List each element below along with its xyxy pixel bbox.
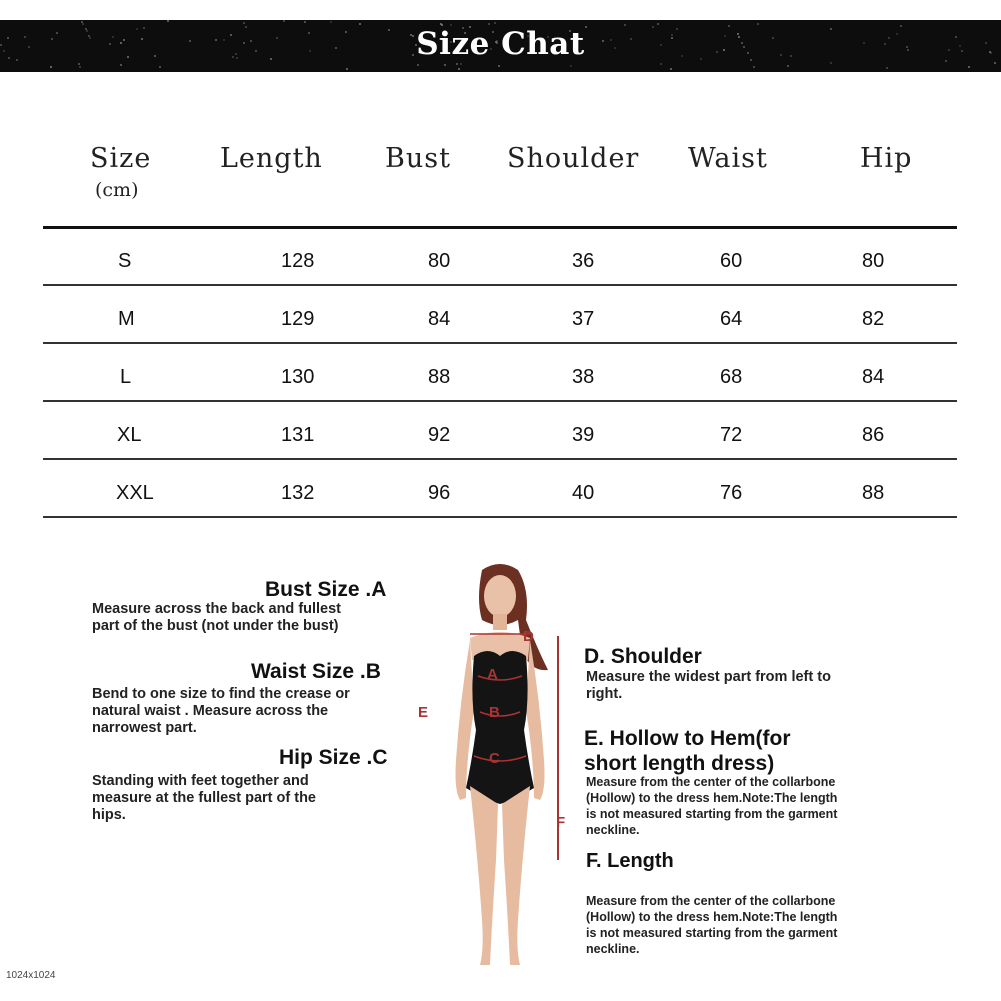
row-divider [43,284,957,286]
label-a: A [487,666,498,683]
hollow-to-hem-text: Measure from the center of the collarbone (Hollow) to the dress hem.Note:The length is not measured starting from the garment neckline. [586,775,838,837]
banner-speck [50,66,52,68]
cell-size: XL [117,424,142,446]
banner-speck [757,23,759,25]
cell-size: M [118,308,135,330]
banner-speck [660,63,662,65]
cell-size: XXL [116,482,154,504]
cell-hip: 86 [862,424,885,446]
banner-speck [830,62,832,64]
banner-speck [417,64,419,66]
banner-speck [79,66,81,68]
length-text: Measure from the center of the collarbone (Hollow) to the dress hem.Note:The length is not measured starting from the garment neckline. [586,894,838,956]
banner-speck [167,20,169,22]
banner-speck [787,65,789,67]
banner-speck [460,63,462,65]
banner-speck [968,66,970,68]
banner-speck [444,64,446,66]
cell-hip: 80 [862,250,885,272]
banner-speck [243,22,245,24]
banner-speck [498,65,500,67]
shoulder-title: D. Shoulder [584,645,702,668]
banner-speck [456,63,458,65]
banner-speck [159,66,161,68]
hollow-to-hem-title: E. Hollow to Hem(for short length dress) [584,727,791,775]
waist-size-text: Bend to one size to find the crease or natural waist . Measure across the narrowest part. [92,686,350,736]
banner-speck [994,62,996,64]
banner-speck [657,23,659,25]
banner-speck [346,68,348,70]
label-c: C [489,750,500,767]
cell-hip: 88 [862,482,885,504]
cell-waist: 72 [720,424,743,446]
cell-waist: 68 [720,366,743,388]
label-e: E [418,704,429,721]
cell-bust: 92 [428,424,451,446]
row-divider [43,400,957,402]
header-hip: Hip [860,143,913,174]
banner-speck [304,21,306,23]
cell-waist: 76 [720,482,743,504]
banner-speck [330,21,332,23]
cell-size: L [120,366,132,388]
row-divider [43,342,957,344]
cell-length: 132 [281,482,315,504]
banner-speck [458,68,460,70]
banner-speck [78,63,80,65]
row-divider [43,516,957,518]
cell-shoulder: 36 [572,250,595,272]
banner-title: Size Chat [416,26,585,62]
bust-size-text: Measure across the back and fullest part of the bust (not under the bust) [92,601,342,634]
header-unit: (cm) [95,179,139,201]
banner-speck [359,23,361,25]
hip-size-text: Standing with feet together and measure at the fullest part of the hips. [92,773,316,823]
header-bust: Bust [385,143,451,174]
label-b: B [489,704,500,721]
banner-speck [283,20,285,22]
shoulder-text: Measure the widest part from left to right. [586,669,831,702]
cell-shoulder: 37 [572,308,595,330]
row-divider [43,458,957,460]
cell-hip: 82 [862,308,885,330]
cell-shoulder: 38 [572,366,595,388]
banner-speck [753,66,755,68]
cell-hip: 84 [862,366,885,388]
label-d: D [523,628,534,645]
cell-size: S [118,250,132,272]
banner-speck [120,64,122,66]
banner-speck [82,23,84,25]
cell-bust: 80 [428,250,451,272]
hip-size-title: Hip Size .C [279,746,388,769]
bust-size-title: Bust Size .A [265,578,387,601]
banner-speck [670,68,672,70]
title-banner [0,20,1001,72]
banner-speck [81,21,83,23]
cell-bust: 88 [428,366,451,388]
cell-length: 131 [281,424,315,446]
banner-speck [488,23,490,25]
banner-speck [886,67,888,69]
header-size: Size [90,143,152,174]
cell-shoulder: 40 [572,482,595,504]
image-size-watermark: 1024x1024 [6,970,56,981]
banner-speck [494,22,496,24]
label-f: F [556,814,566,831]
waist-size-title: Waist Size .B [251,660,381,683]
header-waist: Waist [688,143,768,174]
cell-length: 130 [281,366,315,388]
cell-bust: 96 [428,482,451,504]
cell-shoulder: 39 [572,424,595,446]
cell-waist: 64 [720,308,743,330]
header-shoulder: Shoulder [507,143,640,174]
banner-speck [570,65,572,67]
cell-bust: 84 [428,308,451,330]
cell-length: 129 [281,308,315,330]
header-length: Length [220,143,323,174]
cell-waist: 60 [720,250,743,272]
table-header-rule [43,226,957,229]
cell-length: 128 [281,250,315,272]
length-title: F. Length [586,850,674,872]
model-figure [430,560,570,980]
